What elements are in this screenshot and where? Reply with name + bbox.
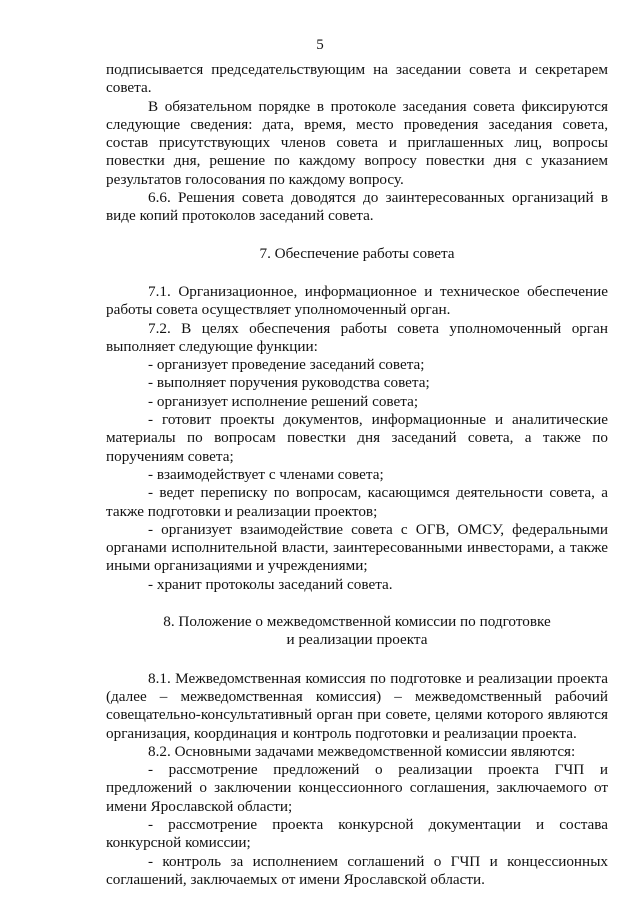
list-item: - организует проведение заседаний совета; (148, 356, 425, 374)
paragraph: 7.1. Организационное, информационное и техническое обеспечение работы совета осуществляет уполномоченный орган. (106, 282, 608, 319)
list-item: - организует взаимодействие совета с ОГВ, ОМСУ, федеральными органами исполнительной власти, заинтересованными инвесторами, а также иными организациями и учреждениями; (106, 520, 608, 575)
list-item: - готовит проекты документов, информационные и аналитические материалы по вопросам повестки дня заседаний совета, а также по поручениям совета; (106, 411, 608, 465)
list-item: - контроль за исполнением соглашений о ГЧП и концессионных соглашений, заключаемых от имени Ярославской области. (106, 852, 608, 888)
paragraph: 8.1. Межведомственная комиссия по подготовке и реализации проекта (далее – межведомственная комиссия) – межведомственный рабочий совещательно-консультативный орган при совете, целями которого являются организация, координация и контроль подготовки и реализации проекта. (106, 669, 608, 742)
page-number: 5 (316, 37, 324, 53)
paragraph: 8.2. Основными задачами межведомственной комиссии являются: (148, 742, 576, 760)
list-item: - организует исполнение решений совета; (148, 392, 419, 410)
list-item: - выполняет поручения руководства совета; (148, 374, 430, 392)
list-item: - рассмотрение проекта конкурсной документации и состава конкурсной комиссии; (106, 815, 608, 852)
section-heading-8: 8. Положение о межведомственной комиссии по подготовке и реализации проекта (163, 613, 551, 649)
paragraph: В обязательном порядке в протоколе заседания совета фиксируются следующие сведения: дата, время, место проведения заседания совета, состав присутствующих членов совета и приглашенных лиц, вопросы повестки дня, решение по каждому вопросу повестки дня с указанием результатов голосования по каждому вопросу. (106, 97, 608, 188)
list-item: - рассмотрение предложений о реализации проекта ГЧП и предложений о заключении концессионного соглашения, заключаемого от имени Ярославской области; (106, 761, 608, 815)
list-item: - ведет переписку по вопросам, касающимся деятельности совета, а также подготовки и реализации проектов; (106, 484, 608, 520)
paragraph: подписывается председательствующим на заседании совета и секретарем совета. (106, 61, 608, 97)
list-item: - взаимодействует с членами совета; (148, 465, 384, 483)
document-body (106, 61, 608, 889)
list-item: - хранит протоколы заседаний совета. (148, 575, 393, 593)
section-heading-7: 7. Обеспечение работы совета (259, 244, 455, 262)
paragraph: 7.2. В целях обеспечения работы совета уполномоченный орган выполняет следующие функции: (106, 319, 608, 355)
paragraph: 6.6. Решения совета доводятся до заинтересованных организаций в виде копий протоколов заседаний совета. (106, 189, 608, 225)
